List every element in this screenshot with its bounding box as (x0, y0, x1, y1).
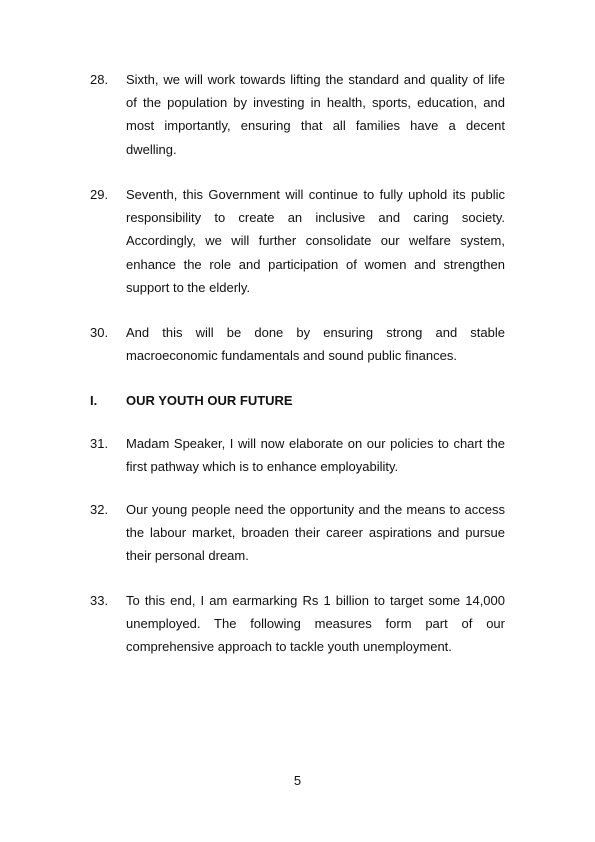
paragraph-31 (90, 432, 505, 478)
page-number: 5 (293, 773, 302, 788)
paragraph-number: 29. (90, 187, 109, 202)
paragraph-number: 30. (90, 325, 109, 340)
paragraph-32 (90, 498, 505, 568)
section-title: OUR YOUTH OUR FUTURE (126, 393, 293, 408)
section-number: I. (90, 393, 98, 408)
paragraph-number: 32. (90, 502, 109, 517)
paragraph-text: To this end, I am earmarking Rs 1 billion to target some 14,000 unemployed. The following measures form part of our comprehensive approach to tackle youth unemployment. (126, 593, 505, 655)
paragraph-text: Our young people need the opportunity and the means to access the labour market, broaden their career aspirations and pursue their personal dream. (126, 502, 505, 564)
paragraph-33 (90, 589, 505, 659)
paragraph-number: 33. (90, 593, 109, 608)
paragraph-number: 28. (90, 72, 109, 87)
paragraph-28 (90, 68, 505, 161)
paragraph-text: Seventh, this Government will continue to fully uphold its public responsibility to create an inclusive and caring society. Accordingly, we will further consolidate our welfare system, enhance the role and participation of women and strengthen support to the elderly. (126, 187, 505, 295)
paragraph-text: Sixth, we will work towards lifting the standard and quality of life of the population by investing in health, sports, education, and most importantly, ensuring that all families have a decent dwelling. (126, 72, 505, 157)
paragraph-29 (90, 183, 505, 299)
section-heading (90, 389, 505, 412)
paragraph-text: Madam Speaker, I will now elaborate on our policies to chart the first pathway which is to enhance employability. (126, 436, 505, 475)
paragraph-text: And this will be done by ensuring strong and stable macroeconomic fundamentals and sound public finances. (126, 325, 505, 364)
paragraph-30 (90, 321, 505, 367)
paragraph-number: 31. (90, 436, 109, 451)
